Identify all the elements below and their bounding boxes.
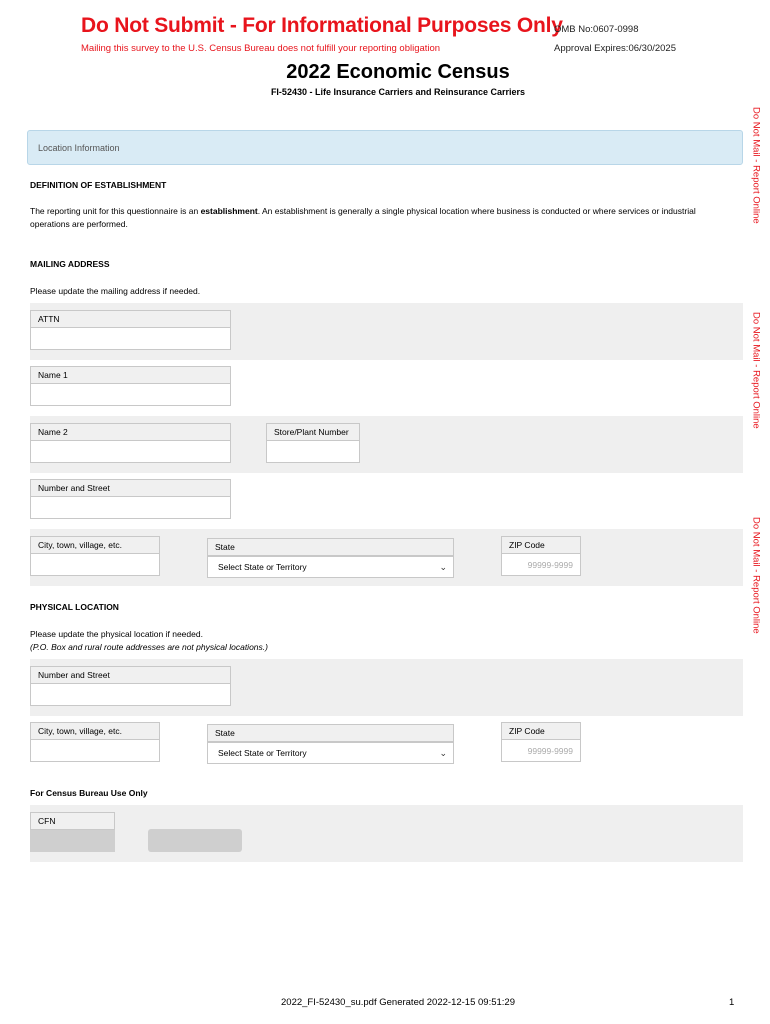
physical-city-label: City, town, village, etc. <box>30 722 160 740</box>
mailing-state-value: Select State or Territory <box>218 562 307 572</box>
side-note: Do Not Mail - Report Online <box>750 517 762 634</box>
mailing-zip-label: ZIP Code <box>501 536 581 554</box>
mailing-address-heading: MAILING ADDRESS <box>30 259 110 269</box>
store-plant-input[interactable] <box>266 441 360 463</box>
definition-text-bold: establishment <box>200 206 258 216</box>
omb-number: OMB No:0607-0998 <box>554 24 639 35</box>
definition-text <box>30 205 720 231</box>
physical-note: (P.O. Box and rural route addresses are not physical locations.) <box>30 642 268 652</box>
mailing-street-field <box>30 479 231 519</box>
mailing-state-select[interactable] <box>207 556 454 578</box>
definition-text-part: . An establishment is generally a single physical location where business is conducted or where services or industrial operations are performed. <box>30 206 696 229</box>
physical-street-input[interactable] <box>30 684 231 706</box>
footer-generated: 2022_FI-52430_su.pdf Generated 2022-12-15 09:51:29 <box>281 997 515 1008</box>
warning-title: Do Not Submit - For Informational Purposes Only <box>81 14 563 37</box>
physical-city-input[interactable] <box>30 740 160 762</box>
name2-input[interactable] <box>30 441 231 463</box>
chevron-down-icon: ⌄ <box>439 561 447 572</box>
physical-location-heading: PHYSICAL LOCATION <box>30 602 119 612</box>
mailing-street-input[interactable] <box>30 497 231 519</box>
form-subtitle: FI-52430 - Life Insurance Carriers and Reinsurance Carriers <box>270 87 526 97</box>
page-title: 2022 Economic Census <box>286 61 510 83</box>
attn-input[interactable] <box>30 328 231 350</box>
location-information-bar <box>27 130 743 165</box>
approval-expiry: Approval Expires:06/30/2025 <box>554 43 676 54</box>
physical-state-value: Select State or Territory <box>218 748 307 758</box>
mailing-city-label: City, town, village, etc. <box>30 536 160 554</box>
location-information-label: Location Information <box>38 142 120 153</box>
mailing-zip-input[interactable]: 99999-9999 <box>501 554 581 576</box>
physical-state-label: State <box>207 724 454 742</box>
physical-street-field <box>30 666 231 706</box>
cfn-disabled-button <box>148 829 242 852</box>
definition-text-part: The reporting unit for this questionnaire is an <box>30 206 201 216</box>
side-note: Do Not Mail - Report Online <box>750 107 762 224</box>
name1-label: Name 1 <box>30 366 231 384</box>
mailing-instruction: Please update the mailing address if needed. <box>30 286 201 296</box>
name1-field <box>30 366 231 406</box>
mailing-zip-field <box>501 536 581 576</box>
physical-state-select[interactable] <box>207 742 454 764</box>
cfn-field <box>30 812 115 852</box>
store-plant-field <box>266 423 360 463</box>
physical-zip-field <box>501 722 581 762</box>
chevron-down-icon: ⌄ <box>439 747 447 758</box>
name2-label: Name 2 <box>30 423 231 441</box>
physical-state-field <box>207 724 454 764</box>
side-note: Do Not Mail - Report Online <box>750 312 762 429</box>
physical-instruction: Please update the physical location if needed. <box>30 629 203 639</box>
physical-zip-label: ZIP Code <box>501 722 581 740</box>
physical-street-label: Number and Street <box>30 666 231 684</box>
mailing-street-label: Number and Street <box>30 479 231 497</box>
cfn-row <box>30 805 743 862</box>
name2-field <box>30 423 231 463</box>
physical-city-field <box>30 722 160 762</box>
page-number: 1 <box>729 997 735 1008</box>
name1-input[interactable] <box>30 384 231 406</box>
physical-zip-input[interactable]: 99999-9999 <box>501 740 581 762</box>
attn-field <box>30 310 231 350</box>
store-plant-label: Store/Plant Number <box>266 423 360 441</box>
mailing-state-field <box>207 538 454 578</box>
mailing-city-field <box>30 536 160 576</box>
cfn-input <box>30 830 115 852</box>
definition-heading: DEFINITION OF ESTABLISHMENT <box>30 180 167 190</box>
attn-label: ATTN <box>30 310 231 328</box>
cfn-label: CFN <box>30 812 115 830</box>
warning-subtitle: Mailing this survey to the U.S. Census Bureau does not fulfill your reporting obligation <box>81 43 441 54</box>
mailing-state-label: State <box>207 538 454 556</box>
census-use-heading: For Census Bureau Use Only <box>30 788 148 798</box>
mailing-city-input[interactable] <box>30 554 160 576</box>
